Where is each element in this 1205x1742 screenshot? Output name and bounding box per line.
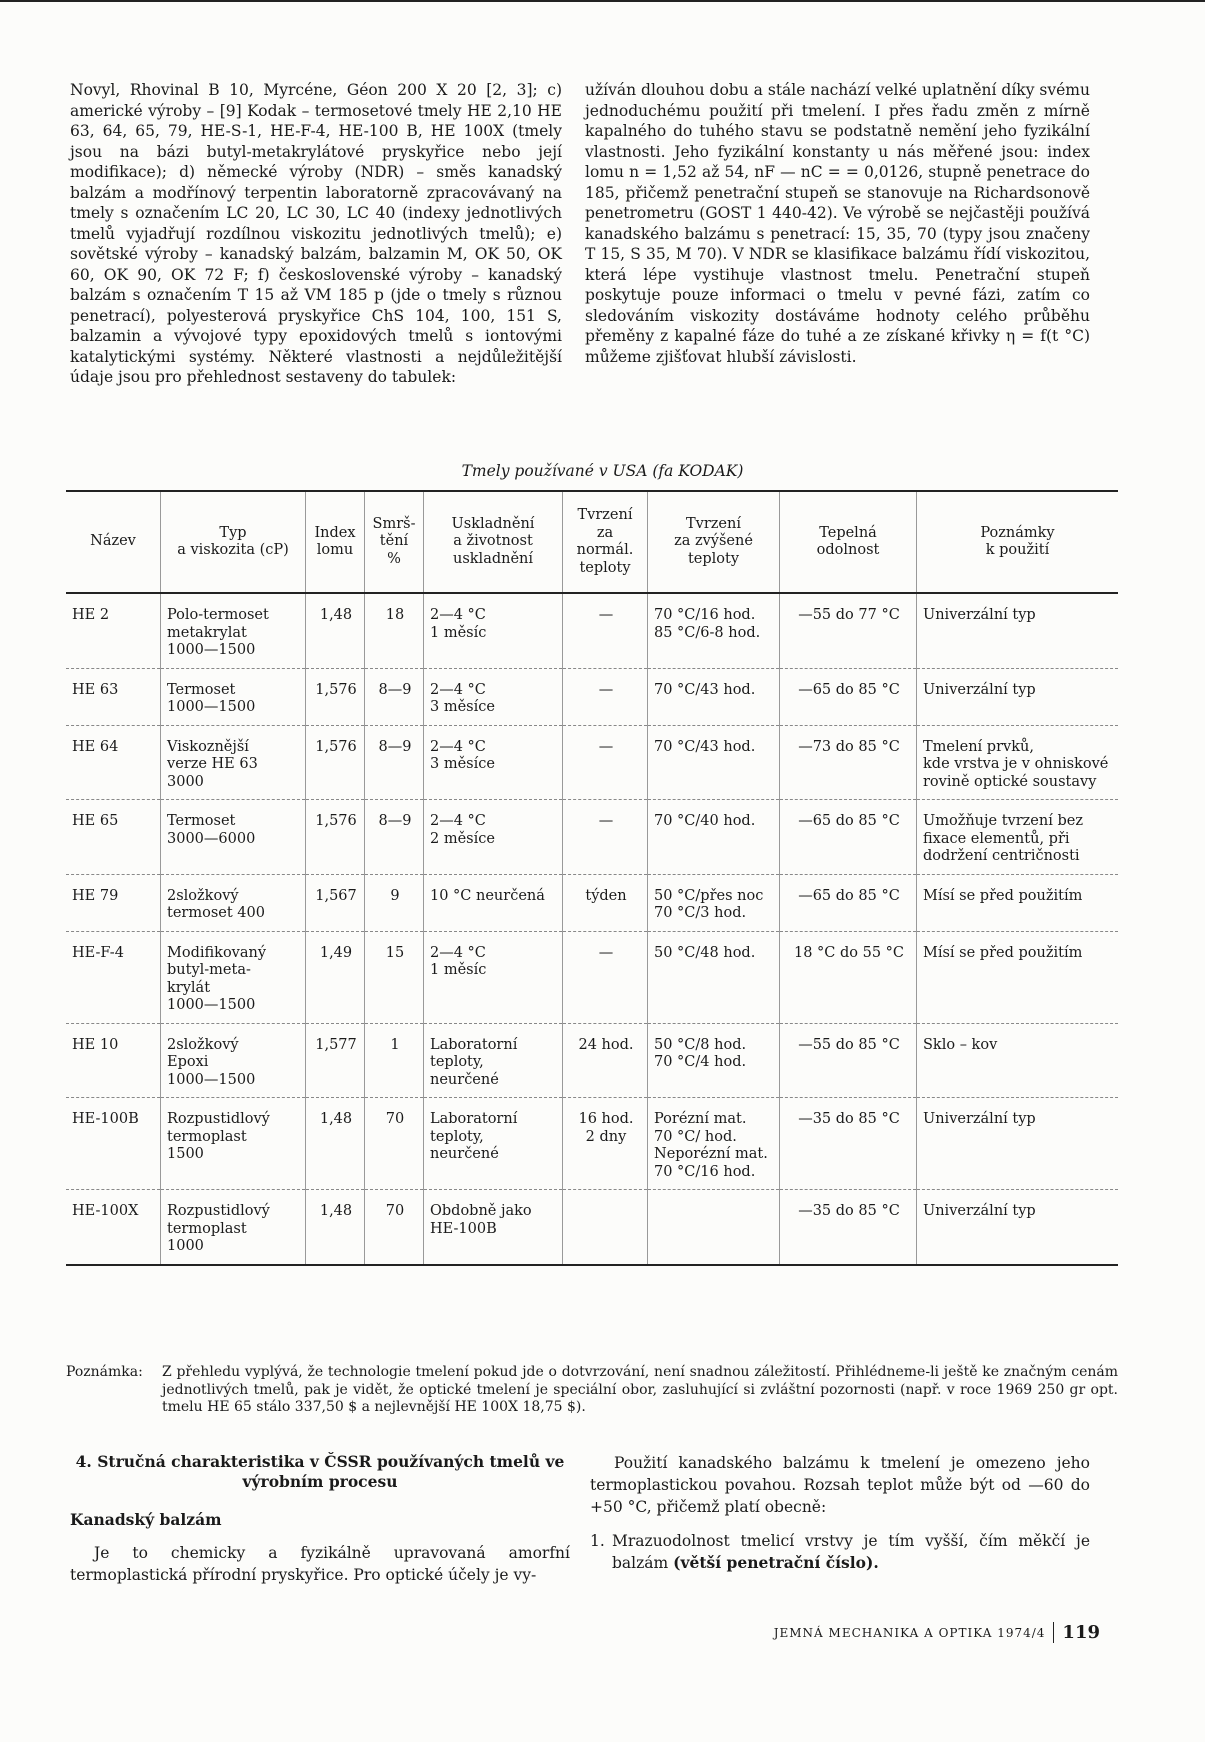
table-cell: 70 °C/40 hod.: [648, 800, 780, 875]
table-cell: 50 °C/8 hod. 70 °C/4 hod.: [648, 1023, 780, 1098]
table-cell: Univerzální typ: [917, 668, 1119, 725]
table-cell: 18 °C do 55 °C: [780, 931, 917, 1023]
table-cell: 1,576: [306, 668, 365, 725]
table-cell: Univerzální typ: [917, 1098, 1119, 1190]
list-number: 1.: [590, 1532, 605, 1550]
table-cell: 10 °C neurčená: [424, 874, 563, 931]
page-footer: [774, 1622, 1100, 1643]
table-cell: HE-100X: [66, 1190, 161, 1265]
table-cell: týden: [563, 874, 648, 931]
table-cell: 70 °C/43 hod.: [648, 668, 780, 725]
table-cell: Laboratorní teploty, neurčené: [424, 1023, 563, 1098]
table-cell: Termoset 3000—6000: [161, 800, 306, 875]
table-cell: [648, 1190, 780, 1265]
table-row: [66, 593, 1118, 668]
table-cell: 1: [365, 1023, 424, 1098]
table-cell: Rozpustidlový termoplast 1000: [161, 1190, 306, 1265]
table-cell: HE 2: [72, 607, 110, 623]
table-cell: —35 do 85 °C: [780, 1190, 917, 1265]
table-header-row: [66, 491, 1118, 593]
list-text: [612, 1530, 1090, 1574]
table-cell: HE 64: [66, 725, 161, 800]
table-cell: HE-100B: [66, 1098, 161, 1190]
table-header-cell: Smrš- tění %: [365, 491, 424, 593]
table-cell: 2—4 °C 3 měsíce: [424, 668, 563, 725]
table-cell: 1,567: [306, 874, 365, 931]
table-cell: 2složkový termoset 400: [161, 874, 306, 931]
table-cell: Mísí se před použitím: [917, 931, 1119, 1023]
note-text: Z přehledu vyplývá, že technologie tmelení pokud jde o dotvrzování, není snadnou záležitostí. Přihlédneme-li ještě ke značným cenám jednotlivých tmelů, pak je vidět, že optické tmelení je speciální obor, zasluhující si zvláštní pozornosti (např. v roce 1969 250 gr opt. tmelu HE 65 stálo 337,50 $ a nejlevnější HE 100X 18,75 $).: [162, 1364, 1118, 1415]
table-row: [66, 1098, 1118, 1190]
table-caption: Tmely používané v USA (fa KODAK): [461, 462, 744, 480]
table-cell: —: [563, 931, 648, 1023]
table-cell: Mísí se před použitím: [917, 874, 1119, 931]
table-cell: 70 °C/16 hod. 85 °C/6-8 hod.: [648, 593, 780, 668]
table-cell: 1,576: [306, 800, 365, 875]
table-cell: 2—4 °C 1 měsíc: [424, 931, 563, 1023]
list-text-bold: (větší penetrační číslo).: [673, 1553, 879, 1572]
table-cell: —35 do 85 °C: [780, 1098, 917, 1190]
table-cell: 2složkový Epoxi 1000—1500: [161, 1023, 306, 1098]
table-cell: —: [563, 593, 648, 668]
left-bottom-paragraph: Je to chemicky a fyzikálně upravovaná amorfní termoplastická přírodní pryskyřice. Pro optické účely je vy-: [70, 1544, 570, 1584]
table-cell: HE 79: [66, 874, 161, 931]
table-row: [66, 800, 1118, 875]
table-cell: HE 10: [66, 1023, 161, 1098]
table-header-cell: Tvrzení za normál. teploty: [563, 491, 648, 593]
top-rule: [0, 0, 1205, 2]
table-row: [66, 1190, 1118, 1265]
table-cell: HE 63: [66, 668, 161, 725]
table-header-cell: Tvrzení za zvýšené teploty: [648, 491, 780, 593]
table-cell: 15: [365, 931, 424, 1023]
table-cell: 70 °C/43 hod.: [648, 725, 780, 800]
list-text-plain: Mrazuodolnost tmelicí vrstvy je tím vyšší, čím měkčí je balzám: [612, 1532, 1090, 1572]
table-header-cell: Název: [66, 491, 161, 593]
table-note: [66, 1364, 1118, 1417]
table-cell: HE 65: [66, 800, 161, 875]
table-cell: 8—9: [365, 800, 424, 875]
table-header-cell: Poznámky k použití: [917, 491, 1119, 593]
table-cell: —: [563, 800, 648, 875]
note-label: Poznámka:: [66, 1364, 143, 1380]
table-cell: 70: [365, 1098, 424, 1190]
table-cell: Viskoznější verze HE 63 3000: [161, 725, 306, 800]
table-cell: 16 hod. 2 dny: [563, 1098, 648, 1190]
paragraph: Novyl, Rhovinal B 10, Myrcéne, Géon 200 X 20 [2, 3]; c) americké výroby – [9] Kodak – termosetové tmely HE 2,10 HE 63, 64, 65, 79, HE-S-1, HE-F-4, HE-100 B, HE 100X (tmely jsou na bázi butyl-metakrylátové pryskyřice nebo její modifikace); d) německé výroby (NDR) – směs kanadský balzám a modřínový terpentin laboratorně zpracovávaný na tmely s označením LC 20, LC 30, LC 40 (indexy jednotlivých tmelů vyjadřují rozdílnou viskozitu jednotlivých tmelů); e) sovětské výroby – kanadský balzám, balzamin M, OK 50, OK 60, OK 90, OK 72 F; f) československé výroby – kanadský balzám s označením T 15 až VM 185 p (jde o tmely s různou penetrací), polyesterová pryskyřice ChS 104, 100, 151 S, balzamin a vývojové typy epoxidových tmelů s iontovými katalytickými systémy. Některé vlastnosti a nejdůležitější údaje jsou pro přehlednost sestaveny do tabulek:: [70, 81, 562, 386]
table-cell: 8—9: [365, 725, 424, 800]
table-cell: 2—4 °C 1 měsíc: [424, 593, 563, 668]
table-cell: 1,48: [306, 593, 365, 668]
table-header-cell: Index lomu: [306, 491, 365, 593]
table-cell: 1,49: [306, 931, 365, 1023]
table-cell: Porézní mat. 70 °C/ hod. Neporézní mat. 70 °C/16 hod.: [648, 1098, 780, 1190]
table-cell: Modifikovaný butyl-meta- krylát 1000—1500: [161, 931, 306, 1023]
table-cell: 1,48: [306, 1098, 365, 1190]
table-cell: —55 do 77 °C: [780, 593, 917, 668]
tmely-table: [66, 490, 1118, 1266]
right-column-text: [585, 80, 1090, 367]
table-cell: 9: [365, 874, 424, 931]
table-cell: 50 °C/přes noc 70 °C/3 hod.: [648, 874, 780, 931]
subsection-title: Kanadský balzám: [70, 1510, 222, 1529]
table-cell: 2—4 °C 3 měsíce: [424, 725, 563, 800]
table-cell: 18: [365, 593, 424, 668]
paragraph: užíván dlouhou dobu a stále nachází velké uplatnění díky svému jednoduchému použití při tmelení. I přes řadu změn z mírně kapalného do tuhého stavu se podstatně nemění jeho fyzikální vlastnosti. Jeho fyzikální konstanty u nás měřené jsou: index lomu n = 1,52 až 54, nF — nC = = 0,0126, stupně penetrace do 185, přičemž penetrační stupeň se stanovuje na Richardsonově penetrometru (GOST 1 440-42). Ve výrobě se nejčastěji používá kanadského balzámu s penetrací: 15, 35, 70 (typy jsou značeny T 15, S 35, M 70). V NDR se klasifikace balzámu řídí viskozitou, která lépe vystihuje vlastnost tmelu. Penetrační stupeň poskytuje pouze informaci o tmelu v pevné fázi, zatím co sledováním viskozity dostáváme hodnoty celého průběhu přeměny z kapalné fáze do tuhé a ze získané křivky η = f(t °C) můžeme zjišťovat hlubší závislosti.: [585, 81, 1090, 366]
table-container: [66, 490, 1118, 1266]
paragraph: Použití kanadského balzámu k tmelení je omezeno jeho termoplastickou povahou. Rozsah teplot může být od —60 do +50 °C, přičemž platí obecně:: [590, 1454, 1090, 1516]
table-row: [66, 1023, 1118, 1098]
table-cell: —55 do 85 °C: [780, 1023, 917, 1098]
table-cell: —65 do 85 °C: [780, 668, 917, 725]
table-cell: Umožňuje tvrzení bez fixace elementů, při dodržení centričnosti: [917, 800, 1119, 875]
table-cell: HE-F-4: [66, 931, 161, 1023]
table-cell: —: [563, 668, 648, 725]
table-cell: Tmelení prvků, kde vrstva je v ohniskové rovině optické soustavy: [917, 725, 1119, 800]
table-cell: Univerzální typ: [917, 593, 1119, 668]
table-cell: [563, 1190, 648, 1265]
table-cell: Obdobně jako HE-100B: [424, 1190, 563, 1265]
table-cell: 50 °C/48 hod.: [648, 931, 780, 1023]
table-cell: —65 do 85 °C: [780, 874, 917, 931]
table-row: [66, 725, 1118, 800]
table-header-cell: Tepelná odolnost: [780, 491, 917, 593]
table-cell: —65 do 85 °C: [780, 800, 917, 875]
left-column-text: [70, 80, 562, 388]
table-cell: 8—9: [365, 668, 424, 725]
table-cell: 1,577: [306, 1023, 365, 1098]
right-bottom-column: [590, 1452, 1090, 1574]
table-row: [66, 668, 1118, 725]
table-row: [66, 874, 1118, 931]
table-cell: Rozpustidlový termoplast 1500: [161, 1098, 306, 1190]
table-header-cell: Uskladnění a životnost uskladnění: [424, 491, 563, 593]
table-cell: Sklo – kov: [917, 1023, 1119, 1098]
table-cell: Laboratorní teploty, neurčené: [424, 1098, 563, 1190]
table-cell: —73 do 85 °C: [780, 725, 917, 800]
page-number: 119: [1053, 1622, 1100, 1643]
list-item: [590, 1530, 1090, 1574]
journal-name: JEMNÁ MECHANIKA A OPTIKA 1974/4: [773, 1625, 1046, 1640]
table-header-cell: Typ a viskozita (cP): [161, 491, 306, 593]
section-title: 4. Stručná charakteristika v ČSSR používaných tmelů ve výrobním procesu: [75, 1452, 565, 1491]
table-cell: 70: [365, 1190, 424, 1265]
table-cell: 2—4 °C 2 měsíce: [424, 800, 563, 875]
table-cell: Univerzální typ: [917, 1190, 1119, 1265]
table-cell: —: [563, 725, 648, 800]
table-cell: 1,576: [306, 725, 365, 800]
table-cell: 24 hod.: [563, 1023, 648, 1098]
table-cell: 1,48: [306, 1190, 365, 1265]
table-cell: Polo-termoset metakrylat 1000—1500: [161, 593, 306, 668]
table-row: [66, 931, 1118, 1023]
table-cell: Termoset 1000—1500: [161, 668, 306, 725]
